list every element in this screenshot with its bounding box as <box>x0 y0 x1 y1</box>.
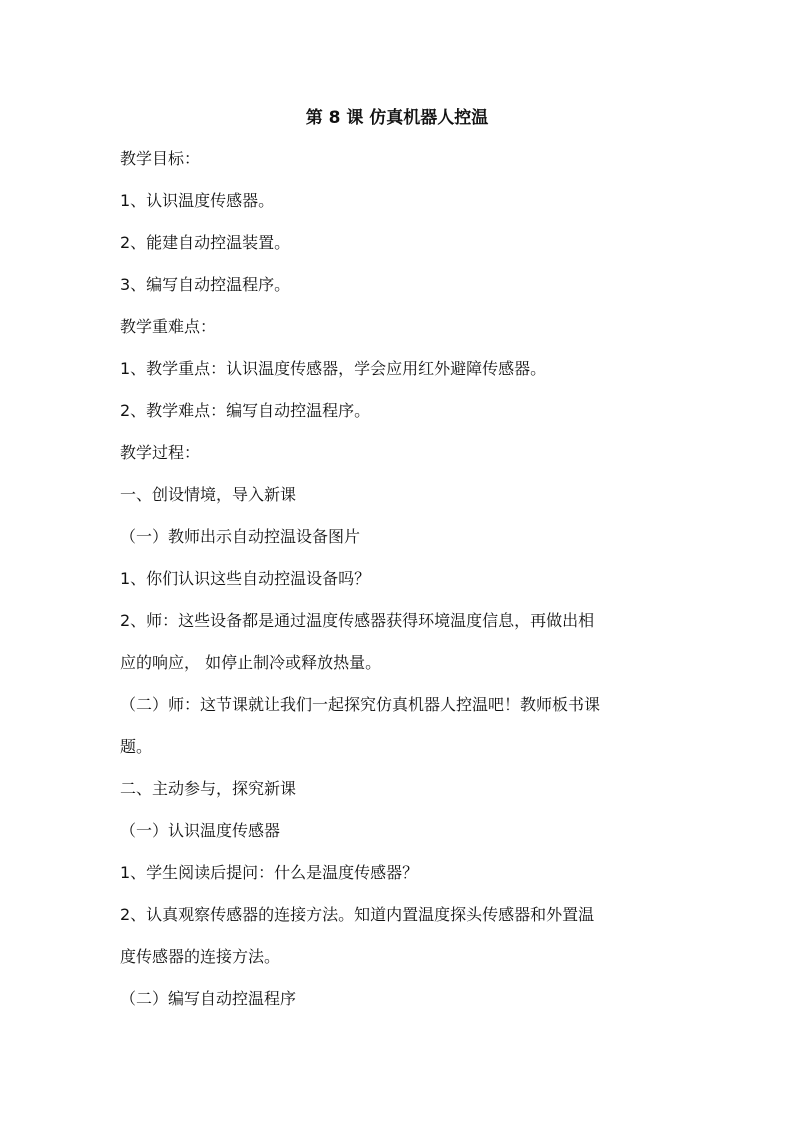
text-line: 1、你们认识这些自动控温设备吗？ <box>120 569 371 588</box>
lesson-title: 第 8 课 仿真机器人控温 <box>305 108 489 128</box>
text-line: 应的响应， 如停止制冷或释放热量。 <box>120 653 382 672</box>
text-line: 一、创设情境，导入新课 <box>120 485 297 504</box>
text-line-section-process: 教学过程： <box>120 443 201 462</box>
text-line: 2、能建自动控温装置。 <box>120 233 291 252</box>
text-line: 2、教学难点：编写自动控温程序。 <box>120 401 371 420</box>
text-line: 题。 <box>120 737 153 756</box>
text-line: （一）教师出示自动控温设备图片 <box>120 527 361 546</box>
text-line: 1、学生阅读后提问：什么是温度传感器？ <box>120 863 419 882</box>
text-line-section-goals: 教学目标： <box>120 149 201 168</box>
text-line: （二）编写自动控温程序 <box>120 989 297 1008</box>
text-line: 度传感器的连接方法。 <box>120 947 281 966</box>
text-line: 2、认真观察传感器的连接方法。知道内置温度探头传感器和外置温 <box>120 905 595 924</box>
text-line: （一）认识温度传感器 <box>120 821 281 840</box>
text-line: 二、主动参与，探究新课 <box>120 779 297 798</box>
text-line: （二）师：这节课就让我们一起探究仿真机器人控温吧！教师板书课 <box>120 695 601 714</box>
text-line: 2、师：这些设备都是通过温度传感器获得环境温度信息，再做出相 <box>120 611 595 630</box>
text-line-section-keypoints: 教学重难点： <box>120 317 217 336</box>
text-line: 3、编写自动控温程序。 <box>120 275 291 294</box>
text-line: 1、教学重点：认识温度传感器，学会应用红外避障传感器。 <box>120 359 547 378</box>
text-line: 1、认识温度传感器。 <box>120 191 275 210</box>
